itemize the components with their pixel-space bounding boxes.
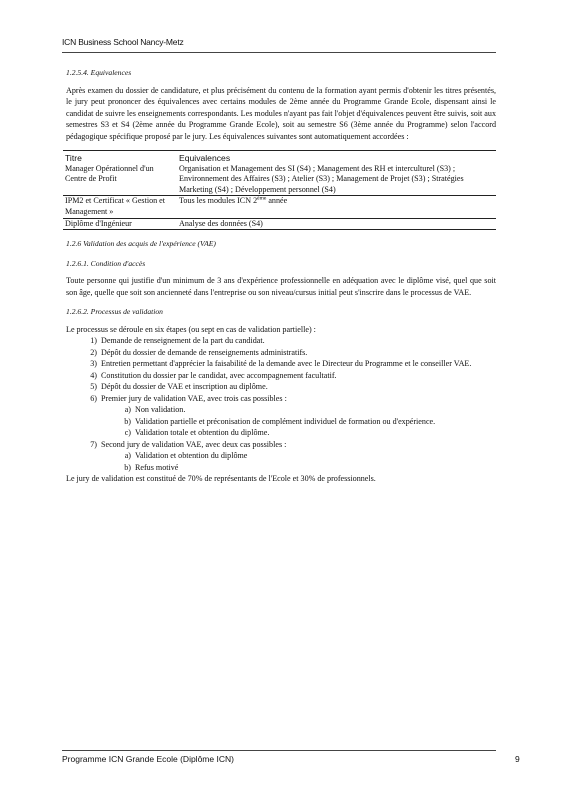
footer-text: Programme ICN Grande Ecole (Diplôme ICN) xyxy=(62,754,234,764)
list-item: 6) Premier jury de validation VAE, avec trois cas possibles : xyxy=(90,393,287,403)
header-rule xyxy=(62,52,496,53)
row-equivalences: Organisation et Management des SI (S4) ; Management des RH et interculturel (S3) ; Environnement des Affaires (S3) ; Atelier (S3) ; Management de Projet (S3) ; Stratégies Marketing (S4) ; Développement personnel (S4) xyxy=(179,163,464,194)
list-item: 3) Entretien permettant d'apprécier la faisabilité de la demande avec le Directeur du Programme et le conseiller VAE. xyxy=(90,359,472,369)
list-item: c) Validation totale et obtention du diplôme. xyxy=(124,428,270,438)
running-header: ICN Business School Nancy-Metz xyxy=(62,37,184,47)
table-header-title: Titre xyxy=(63,151,173,164)
equivalences-table xyxy=(63,150,496,230)
list-item: 5) Dépôt du dossier de VAE et inscription au diplôme. xyxy=(90,382,268,392)
table-header-equivalences: Equivalences xyxy=(173,151,496,164)
page-number: 9 xyxy=(515,754,520,764)
row-title: Diplôme d'Ingénieur xyxy=(63,218,173,230)
section-heading-vae: 1.2.6 Validation des acquis de l'expérience (VAE) xyxy=(66,239,216,249)
closing-paragraph: Le jury de validation est constitué de 70% de représentants de l'Ecole et 30% de professionnels. xyxy=(66,474,376,484)
list-item: a) Non validation. xyxy=(124,405,186,415)
row-equivalences: Tous les modules ICN 2ème année xyxy=(173,196,496,218)
table-row xyxy=(63,196,496,218)
list-item: b) Refus motivé xyxy=(124,462,179,472)
list-item: a) Validation et obtention du diplôme xyxy=(124,451,248,461)
row-title: IPM2 et Certificat « Gestion et Management » xyxy=(63,196,173,218)
footer-rule xyxy=(62,750,496,751)
section-heading-equivalences: 1.2.5.4. Equivalences xyxy=(66,68,132,77)
list-item: b) Validation partielle et préconisation de complément individuel de formation ou d'expérience. xyxy=(124,416,436,426)
list-item: 2) Dépôt du dossier de demande de renseignements administratifs. xyxy=(90,347,308,357)
condition-paragraph: Toute personne qui justifie d'un minimum de 3 ans d'expérience professionnelle en adéquation avec le diplôme visé, quel que soit son âge, quelle que soit son ancienneté dans l'entreprise ou son niveau/cursus initial peut s'inscrire dans le processus de VAE. xyxy=(66,276,496,297)
processus-intro: Le processus se déroule en six étapes (ou sept en cas de validation partielle) : xyxy=(66,324,316,334)
row-title: Manager Opérationnel d'un Centre de Profit xyxy=(65,163,154,184)
list-item: 7) Second jury de validation VAE, avec deux cas possibles : xyxy=(90,439,287,449)
list-item: 1) Demande de renseignement de la part du candidat. xyxy=(90,336,265,346)
section-heading-condition: 1.2.6.1. Condition d'accès xyxy=(66,258,146,268)
row-equivalences: Analyse des données (S4) xyxy=(173,218,496,230)
equivalences-paragraph: Après examen du dossier de candidature, et plus précisément du contenu de la formation ayant permis d'obtenir les titres présentés, le jury peut prononcer des équivalences avec certains modules de 2ème année du Programme Grande Ecole, dispensant ainsi le candidat de suivre les enseignements correspondants. Les modules n'ayant pas fait l'objet d'équivalences peuvent être suivis, soit aux semestres S3 et S4 (2ème année du Programme Grande Ecole), soit au semestre S6 (3ème année du Programme) selon l'accord pédagogique spécifique proposé par le jury. Les équivalences suivantes sont automatiquement accordées : xyxy=(66,85,496,141)
steps-list xyxy=(66,335,496,473)
list-item: 4) Constitution du dossier par le candidat, avec accompagnement facultatif. xyxy=(90,370,337,380)
section-heading-processus: 1.2.6.2. Processus de validation xyxy=(66,307,163,317)
table-row xyxy=(63,218,496,230)
table-row xyxy=(63,164,496,196)
page-body xyxy=(66,67,496,485)
